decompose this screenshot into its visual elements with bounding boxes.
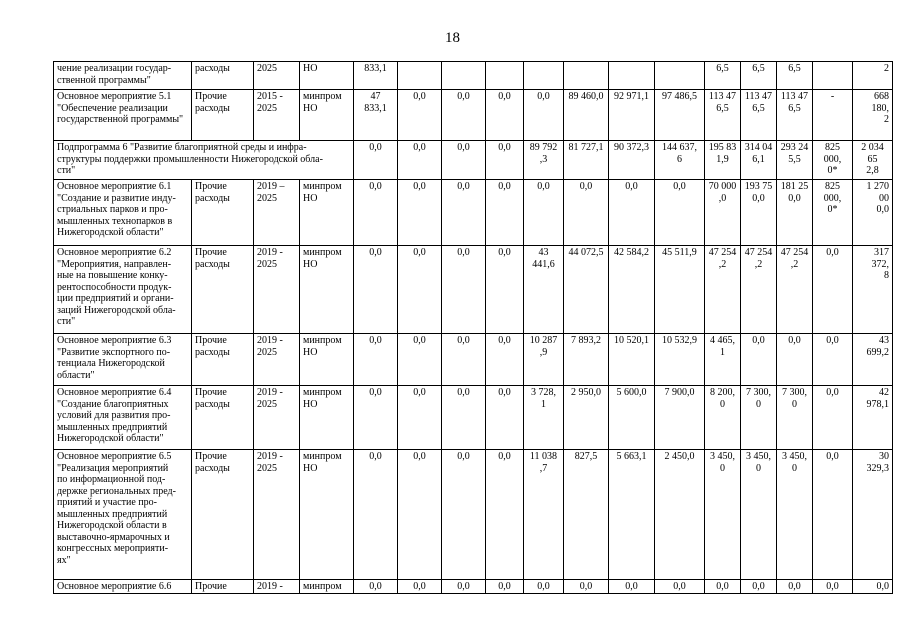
table-cell: 0,0 [354, 450, 398, 580]
table-cell: 97 486,5 [655, 90, 705, 141]
table-cell: 0,0 [354, 580, 398, 594]
table-cell: 10 532,9 [655, 334, 705, 386]
table-cell [609, 62, 655, 90]
table-cell: 0,0 [442, 90, 486, 141]
table-cell: 0,0 [442, 386, 486, 450]
table-cell [564, 62, 609, 90]
table-cell: 47 254 ,2 [741, 246, 777, 334]
table-cell: 317 372, 8 [853, 246, 893, 334]
table-row [54, 62, 893, 90]
period: 2019 - 2025 [254, 246, 300, 334]
table-cell: 113 47 6,5 [705, 90, 741, 141]
measure-name: Основное мероприятие 6.1 "Создание и развитие инду- стриальных парков и про- мышленных технопарков в Нижегородской области" [54, 180, 192, 246]
executor: минпром НО [300, 334, 354, 386]
table-row [54, 580, 893, 594]
table-cell: 47 254 ,2 [705, 246, 741, 334]
table-cell: 0,0 [524, 90, 564, 141]
table-cell: 0,0 [398, 246, 442, 334]
table-cell: 90 372,3 [609, 141, 655, 180]
period: 2019 - 2025 [254, 450, 300, 580]
measure-name: чение реализации государ- ственной программы" [54, 62, 192, 90]
table-cell: 44 072,5 [564, 246, 609, 334]
measure-name: Основное мероприятие 6.4 "Создание благоприятных условий для развития про- мышленных предприятий Нижегородской области" [54, 386, 192, 450]
executor: минпром НО [300, 246, 354, 334]
table-cell: 0,0 [705, 580, 741, 594]
expense-type: Прочие расходы [192, 180, 254, 246]
table-row [54, 386, 893, 450]
table-cell: - [813, 90, 853, 141]
table-cell: 6,5 [705, 62, 741, 90]
table-cell: 0,0 [398, 386, 442, 450]
table-row [54, 450, 893, 580]
table-cell: 0,0 [354, 180, 398, 246]
table-cell: 2 950,0 [564, 386, 609, 450]
table-cell: 181 25 0,0 [777, 180, 813, 246]
table-cell: 314 04 6,1 [741, 141, 777, 180]
table-cell: 0,0 [486, 334, 524, 386]
subprogram-title: Подпрограмма 6 "Развитие благоприятной среды и инфра- структуры поддержки промышленности Нижегородской обла- сти" [54, 141, 354, 180]
table-cell: 30 329,3 [853, 450, 893, 580]
expense-type: Прочие расходы [192, 450, 254, 580]
table-cell: 47 254 ,2 [777, 246, 813, 334]
table-cell: 70 000 ,0 [705, 180, 741, 246]
table-cell: 0,0 [442, 580, 486, 594]
table-cell: 89 460,0 [564, 90, 609, 141]
table-cell: 42 978,1 [853, 386, 893, 450]
executor: НО [300, 62, 354, 90]
table-cell: 0,0 [853, 580, 893, 594]
table-cell: 89 792 ,3 [524, 141, 564, 180]
table-cell: 0,0 [564, 580, 609, 594]
table-cell: 0,0 [655, 180, 705, 246]
table-cell: 7 893,2 [564, 334, 609, 386]
period: 2025 [254, 62, 300, 90]
table-cell: 2 450,0 [655, 450, 705, 580]
table-cell: 113 47 6,5 [741, 90, 777, 141]
table-cell: 6,5 [777, 62, 813, 90]
table-cell: 0,0 [354, 386, 398, 450]
table-cell: 113 47 6,5 [777, 90, 813, 141]
measure-name: Основное мероприятие 6.5 "Реализация мероприятий по информационной под- держке региональных пред- приятий и участие про- мышленных предприятий Нижегородской области в выставочно-ярмарочных и конгрессных мероприяти- ях" [54, 450, 192, 580]
table-cell: 0,0 [564, 180, 609, 246]
table-cell: 0,0 [442, 180, 486, 246]
table-cell: 0,0 [777, 580, 813, 594]
table-cell: 0,0 [486, 580, 524, 594]
expense-type: Прочие расходы [192, 334, 254, 386]
table-cell: 81 727,1 [564, 141, 609, 180]
table-row [54, 246, 893, 334]
table-cell: 11 038 ,7 [524, 450, 564, 580]
table-cell: 43 699,2 [853, 334, 893, 386]
table-cell: 0,0 [486, 246, 524, 334]
table-cell: 0,0 [813, 386, 853, 450]
expense-type: Прочие [192, 580, 254, 594]
table-cell [655, 62, 705, 90]
table-cell: 3 450, 0 [741, 450, 777, 580]
table-cell: 10 520,1 [609, 334, 655, 386]
table-cell: 0,0 [398, 450, 442, 580]
period: 2019 - 2025 [254, 334, 300, 386]
table-cell: 4 465, 1 [705, 334, 741, 386]
period: 2019 – 2025 [254, 180, 300, 246]
table-cell: 7 300, 0 [777, 386, 813, 450]
table-cell: 1 270 00 0,0 [853, 180, 893, 246]
table-cell: 0,0 [486, 386, 524, 450]
period: 2015 - 2025 [254, 90, 300, 141]
table-cell [524, 62, 564, 90]
table-cell: 0,0 [741, 334, 777, 386]
table-cell: 3 450, 0 [777, 450, 813, 580]
table-cell: 5 600,0 [609, 386, 655, 450]
executor: минпром НО [300, 180, 354, 246]
table-cell: 47 833,1 [354, 90, 398, 141]
expense-type: Прочие расходы [192, 90, 254, 141]
table-cell: 10 287 ,9 [524, 334, 564, 386]
table-cell: 45 511,9 [655, 246, 705, 334]
table-cell [486, 62, 524, 90]
table-cell: 0,0 [398, 334, 442, 386]
table-cell [813, 62, 853, 90]
table-cell [398, 62, 442, 90]
table-cell: 0,0 [777, 334, 813, 386]
table-cell: 2 [853, 62, 893, 90]
table-cell: 293 24 5,5 [777, 141, 813, 180]
table-cell: 6,5 [741, 62, 777, 90]
table-cell: 0,0 [398, 580, 442, 594]
subprogram-row [54, 141, 893, 180]
table-cell: 825 000, 0* [813, 141, 853, 180]
table-cell: 0,0 [354, 246, 398, 334]
table-cell: 193 75 0,0 [741, 180, 777, 246]
table-cell: 43 441,6 [524, 246, 564, 334]
expense-type: расходы [192, 62, 254, 90]
table-cell: 0,0 [442, 246, 486, 334]
executor: минпром НО [300, 386, 354, 450]
expense-type: Прочие расходы [192, 246, 254, 334]
table-cell: 0,0 [486, 450, 524, 580]
table-cell: 0,0 [524, 580, 564, 594]
table-cell: 0,0 [741, 580, 777, 594]
table-cell: 2 034 65 2,8 [853, 141, 893, 180]
table-cell: 3 728, 1 [524, 386, 564, 450]
table-cell: 825 000, 0* [813, 180, 853, 246]
measure-name: Основное мероприятие 6.2 "Мероприятия, направлен- ные на повышение конку- рентоспособности продук- ции предприятий и органи- заций Нижегородской обла- сти" [54, 246, 192, 334]
executor: минпром НО [300, 90, 354, 141]
expense-type: Прочие расходы [192, 386, 254, 450]
table-cell: 8 200, 0 [705, 386, 741, 450]
table-cell: 42 584,2 [609, 246, 655, 334]
table-cell: 827,5 [564, 450, 609, 580]
table-cell [442, 62, 486, 90]
table-cell: 833,1 [354, 62, 398, 90]
table-cell: 7 300, 0 [741, 386, 777, 450]
table-cell: 0,0 [398, 90, 442, 141]
measure-name: Основное мероприятие 6.6 [54, 580, 192, 594]
budget-table [53, 61, 893, 594]
table-cell: 5 663,1 [609, 450, 655, 580]
table-row [54, 334, 893, 386]
table-cell: 144 637, 6 [655, 141, 705, 180]
table-cell: 3 450, 0 [705, 450, 741, 580]
table-cell: 7 900,0 [655, 386, 705, 450]
table-cell: 0,0 [442, 141, 486, 180]
table-cell: 0,0 [486, 90, 524, 141]
period: 2019 - 2025 [254, 386, 300, 450]
table-cell: 0,0 [609, 580, 655, 594]
table-cell: 0,0 [354, 334, 398, 386]
period: 2019 - [254, 580, 300, 594]
measure-name: Основное мероприятие 5.1 "Обеспечение реализации государственной программы" [54, 90, 192, 141]
page-number: 18 [445, 30, 460, 46]
executor: минпром [300, 580, 354, 594]
table-cell: 0,0 [398, 141, 442, 180]
table-cell: 0,0 [655, 580, 705, 594]
table-cell: 0,0 [442, 334, 486, 386]
table-cell: 0,0 [813, 334, 853, 386]
table-cell: 0,0 [813, 246, 853, 334]
table-cell: 0,0 [524, 180, 564, 246]
executor: минпром НО [300, 450, 354, 580]
table-cell: 0,0 [398, 180, 442, 246]
table-cell: 668 180, 2 [853, 90, 893, 141]
table-row [54, 180, 893, 246]
table-cell: 0,0 [486, 180, 524, 246]
table-cell: 0,0 [813, 450, 853, 580]
table-cell: 0,0 [609, 180, 655, 246]
table-cell: 0,0 [486, 141, 524, 180]
table-body [54, 62, 893, 594]
table-cell: 92 971,1 [609, 90, 655, 141]
table-cell: 195 83 1,9 [705, 141, 741, 180]
table-cell: 0,0 [354, 141, 398, 180]
table-cell: 0,0 [442, 450, 486, 580]
table-row [54, 90, 893, 141]
table-cell: 0,0 [813, 580, 853, 594]
measure-name: Основное мероприятие 6.3 "Развитие экспортного по- тенциала Нижегородской области" [54, 334, 192, 386]
